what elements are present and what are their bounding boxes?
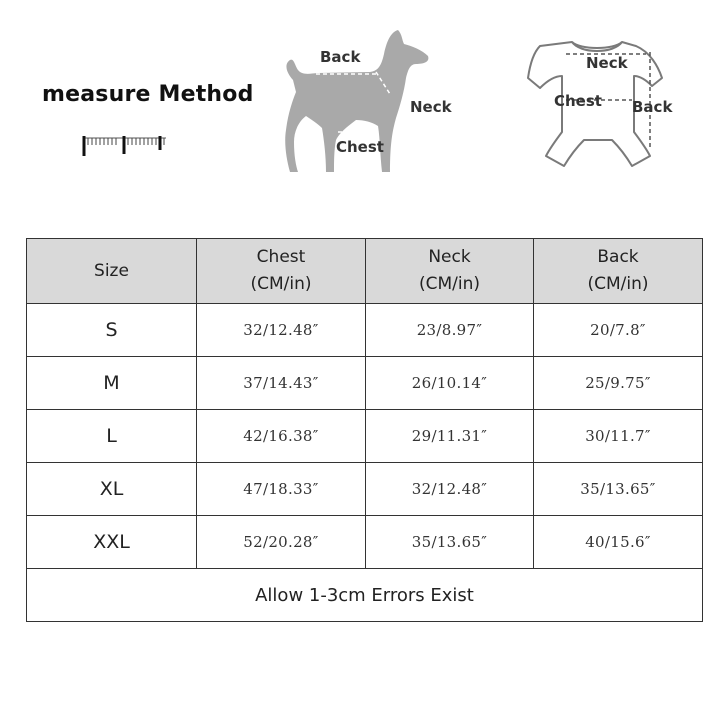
header-chest: Chest (CM/in) <box>197 239 366 304</box>
chest-cell: 37/14.43″ <box>197 357 366 410</box>
neck-cell: 23/8.97″ <box>366 304 534 357</box>
table-row <box>27 463 703 516</box>
dog-chest-label: Chest <box>336 138 384 156</box>
shirt-back-label: Back <box>632 98 673 116</box>
chest-cell: 52/20.28″ <box>197 516 366 569</box>
size-cell: XXL <box>27 516 197 569</box>
size-chart-table <box>26 238 703 622</box>
size-cell: L <box>27 410 197 463</box>
shirt-neck-label: Neck <box>586 54 628 72</box>
header-size: Size <box>27 239 197 304</box>
shirt-chest-label: Chest <box>554 92 602 110</box>
dog-neck-label: Neck <box>410 98 452 116</box>
neck-cell: 29/11.31″ <box>366 410 534 463</box>
back-cell: 20/7.8″ <box>534 304 703 357</box>
neck-cell: 35/13.65″ <box>366 516 534 569</box>
header-neck: Neck (CM/in) <box>366 239 534 304</box>
ruler-icon <box>80 128 170 160</box>
back-cell: 40/15.6″ <box>534 516 703 569</box>
neck-cell: 32/12.48″ <box>366 463 534 516</box>
table-row <box>27 357 703 410</box>
neck-cell: 26/10.14″ <box>366 357 534 410</box>
back-cell: 35/13.65″ <box>534 463 703 516</box>
size-cell: XL <box>27 463 197 516</box>
table-note-row <box>27 569 703 622</box>
error-allowance-note: Allow 1-3cm Errors Exist <box>27 569 703 622</box>
table-row <box>27 410 703 463</box>
header-back: Back (CM/in) <box>534 239 703 304</box>
dog-back-label: Back <box>320 48 361 66</box>
measure-method-title: measure Method <box>42 82 254 107</box>
size-cell: M <box>27 357 197 410</box>
back-cell: 25/9.75″ <box>534 357 703 410</box>
dog-measure-figure <box>278 22 468 182</box>
chest-cell: 42/16.38″ <box>197 410 366 463</box>
back-cell: 30/11.7″ <box>534 410 703 463</box>
table-header-row <box>27 239 703 304</box>
chest-cell: 32/12.48″ <box>197 304 366 357</box>
shirt-measure-figure <box>510 28 690 178</box>
table-row <box>27 516 703 569</box>
chest-cell: 47/18.33″ <box>197 463 366 516</box>
table-row <box>27 304 703 357</box>
size-cell: S <box>27 304 197 357</box>
